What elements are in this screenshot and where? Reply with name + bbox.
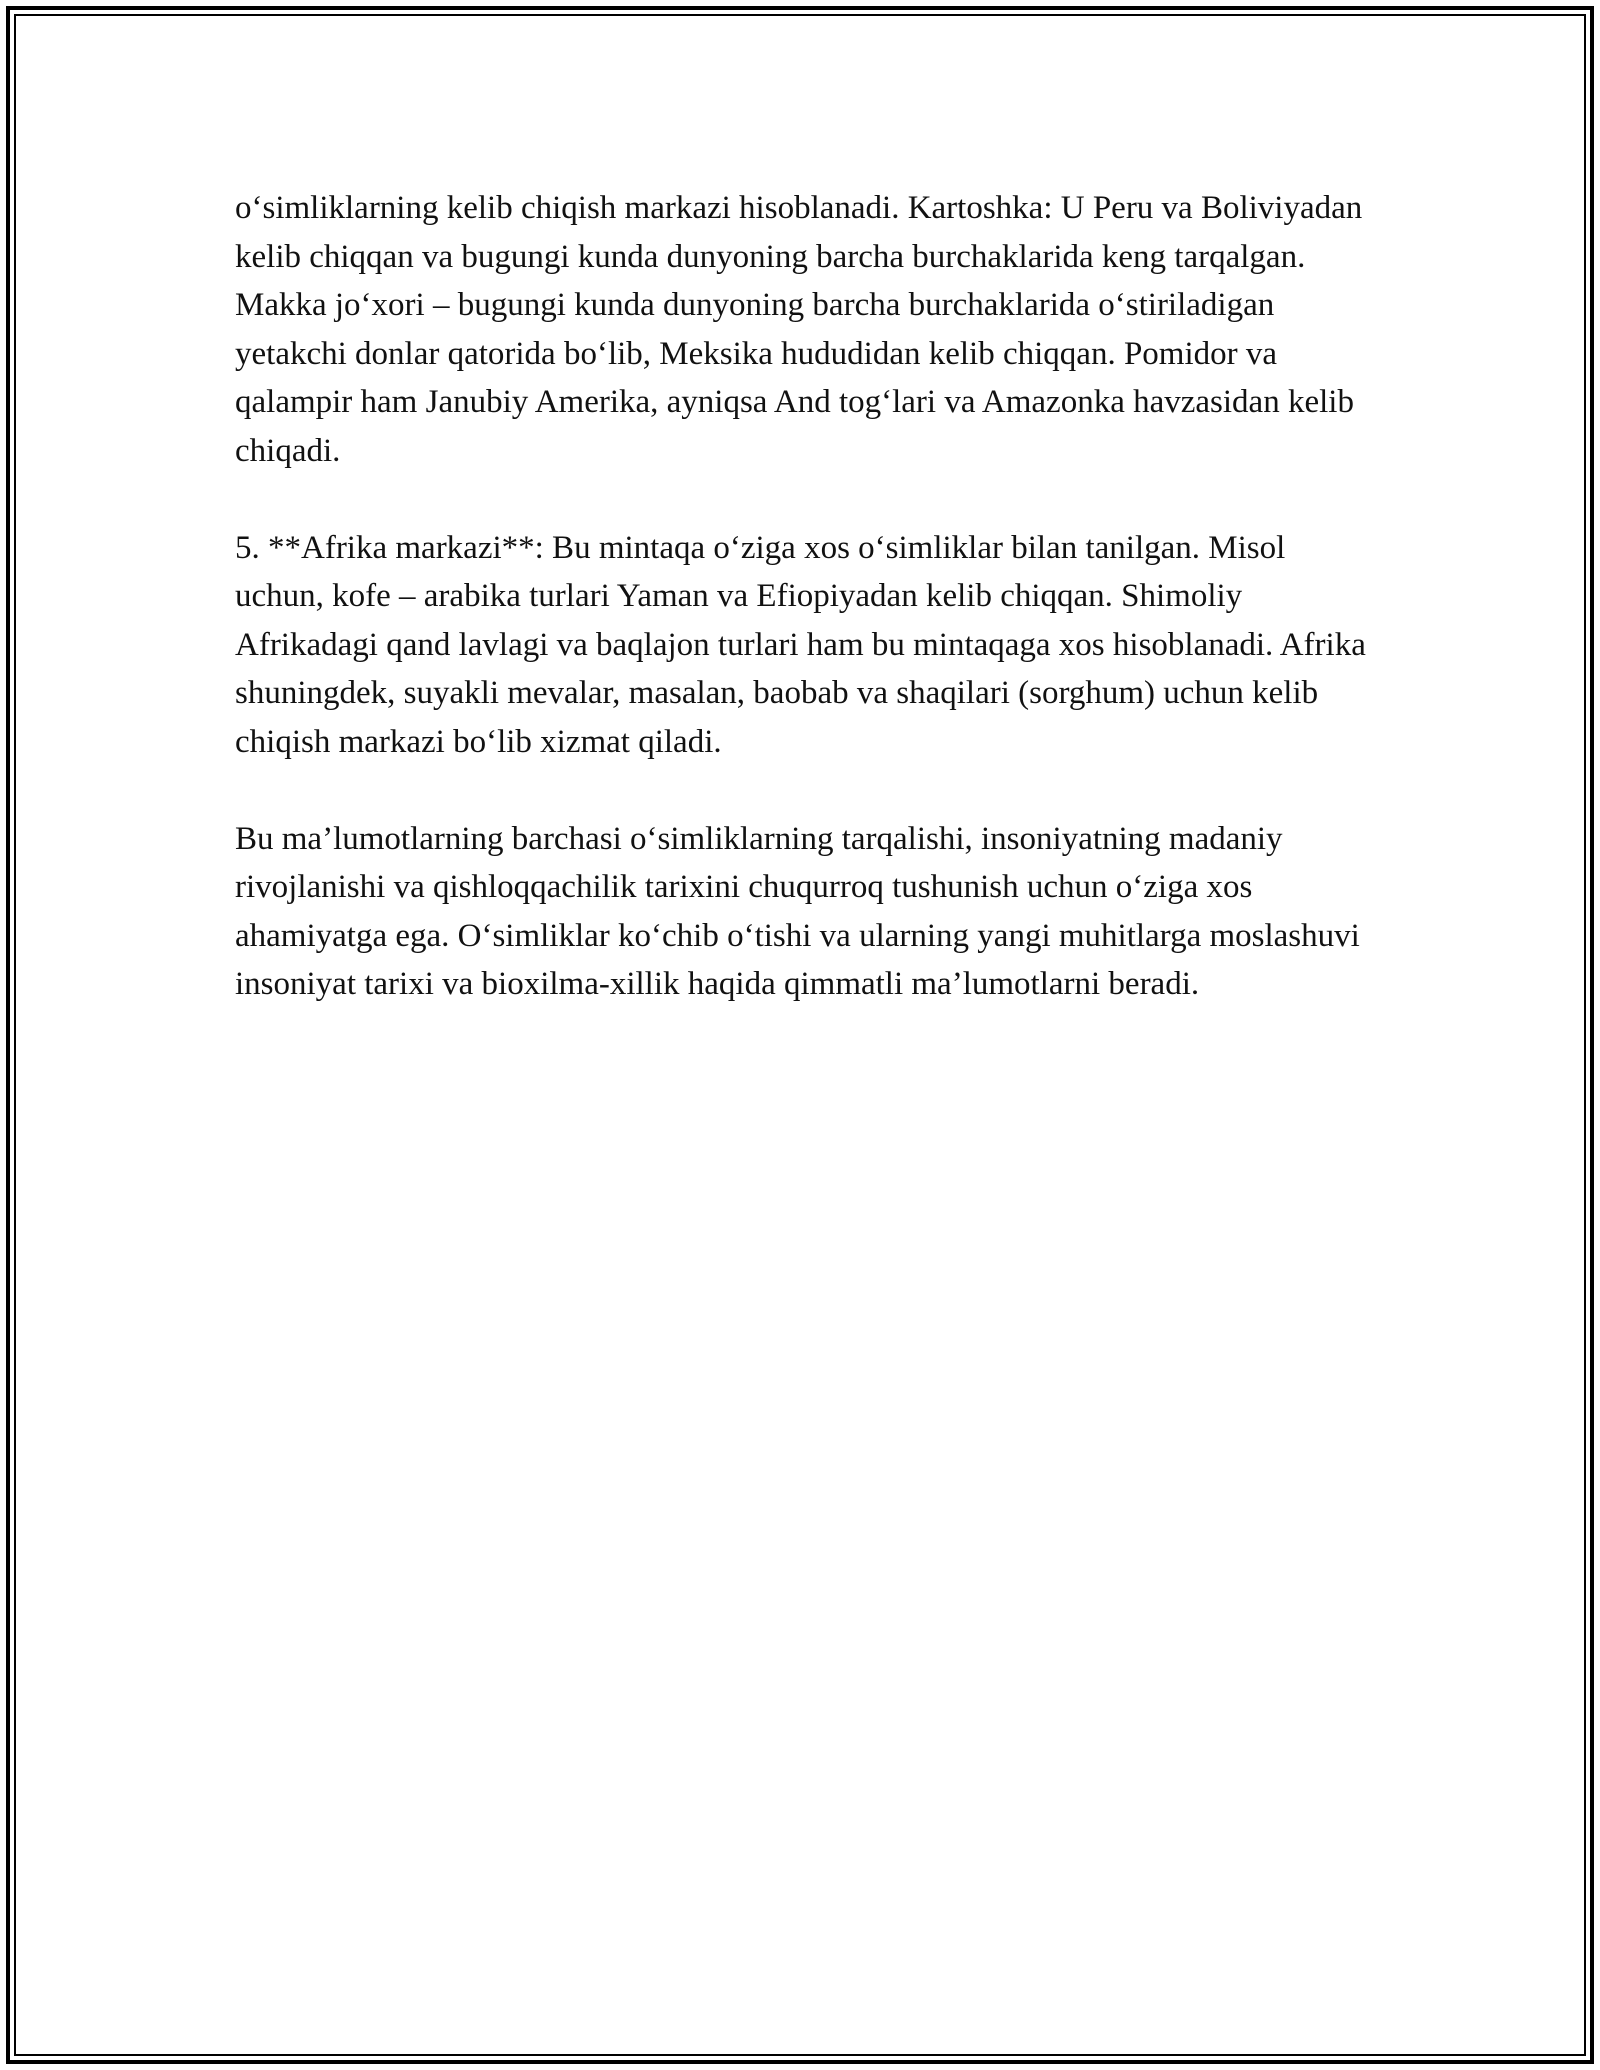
paragraph-africa-center: 5. **Afrika markazi**: Bu mintaqa o‘ziga xos o‘simliklar bilan tanilgan. Misol uchun, kofe – arabika turlari Yaman va Efiopiyadan kelib chiqqan. Shimoliy Afrikadagi qand lavlagi va baqlajon turlari ham bu mintaqaga xos hisoblanadi. Afrika shuningdek, suyakli mevalar, masalan, baobab va shaqilari (sorghum) uchun kelib chiqish markazi bo‘lib xizmat qiladi. (235, 529, 1366, 760)
document-body (235, 184, 1375, 1057)
paragraph-conclusion: Bu ma’lumotlarning barchasi o‘simliklarning tarqalishi, insoniyatning madaniy rivojlanishi va qishloqqachilik tarixini chuqurroq tushunish uchun o‘ziga xos ahamiyatga ega. O‘simliklar ko‘chib o‘tishi va ularning yangi muhitlarga moslashuvi insoniyat tarixi va bioxilma-xillik haqida qimmatli ma’lumotlarni beradi. (235, 820, 1360, 1002)
paragraph-america-center: o‘simliklarning kelib chiqish markazi hisoblanadi. Kartoshka: U Peru va Boliviyadan kelib chiqqan va bugungi kunda dunyoning barcha burchaklarida keng tarqalgan. Makka jo‘xori – bugungi kunda dunyoning barcha burchaklarida o‘stiriladigan yetakchi donlar qatorida bo‘lib, Meksika hududidan kelib chiqqan. Pomidor va qalampir ham Janubiy Amerika, ayniqsa And tog‘lari va Amazonka havzasidan kelib chiqadi. (235, 190, 1363, 469)
